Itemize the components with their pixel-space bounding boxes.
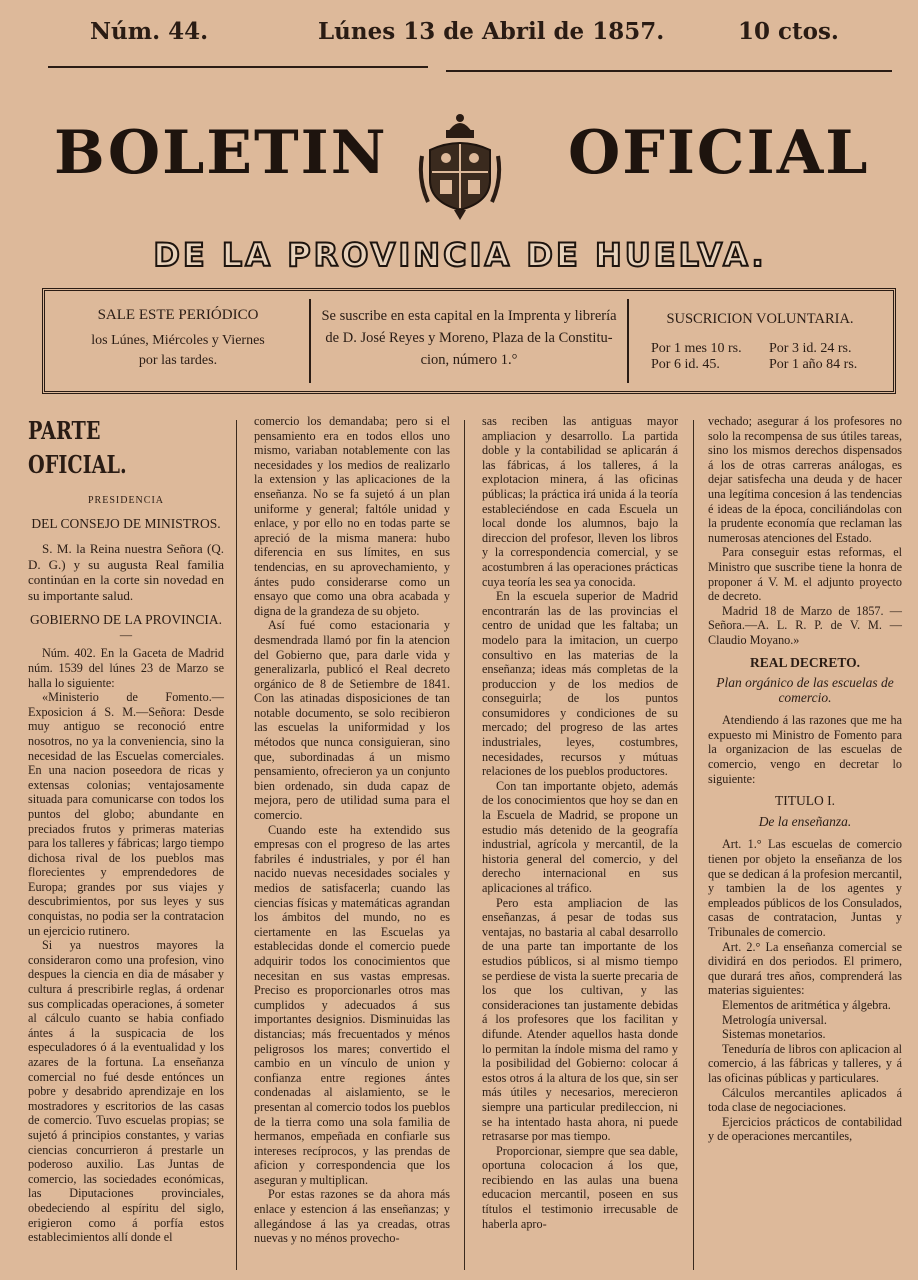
plan-heading: Plan orgánico de las escuelas de comercio. <box>716 675 894 705</box>
separator: — <box>119 627 133 642</box>
presidencia-heading: PRESIDENCIA <box>87 495 164 506</box>
paragraph: Cuando este ha extendido sus empresas con el progreso de las artes fabriles é industriales, y por él han nacido nuevas necesidades sociales y medios de satisfacerla; cuando las ciencias físicas y matemáticas agrandan los ámbitos del mundo, no es ciertamente en las Escuelas ya establecidas donde el comercio puede adquirir todos los conocimientos que necesitan en sus vastas empresas. Preciso es proporcionarles otros mas cumplidos y adecuados á sus importantes designios. Disminuidas las distancias; más frecuentados y ménos peligrosos los mares; convertido el cambio en un vínculo de union y confianza entre regiones ántes condenadas al aislamiento, se le presentan al comercio todos los pueblos de la tierra como una sola familia de hermanos, empeñada en confiarle sus intereses recíprocos, y las prendas de aficion y correspondencia que los aseguran y multiplican. <box>254 822 450 1187</box>
column-rule <box>464 420 465 1270</box>
column-3 <box>482 414 678 1231</box>
publication-days: SALE ESTE PERIÓDICO los Lúnes, Miércoles y Viernes por las tardes. <box>91 307 265 368</box>
masthead-title-right: OFICIAL <box>568 118 870 188</box>
column-rule <box>693 420 694 1270</box>
consejo-heading: DEL CONSEJO DE MINISTROS. <box>31 515 221 531</box>
titulo-heading: TITULO I. <box>775 793 835 809</box>
paragraph: vechado; asegurar á los profesores no solo la recompensa de sus útiles tareas, sino los mismos derechos dispensados á los de otras carreras análogas, es dejar satisfecha una deuda y de hacer una legítima concesion á las tendencias é ideas de la época, conciliándolas con la prudente economía que reclaman las numerosas atenciones del Estado. <box>708 414 902 545</box>
gobierno-heading: GOBIERNO DE LA PROVINCIA. <box>30 612 222 628</box>
paragraph: comercio los demandaba; pero si el pensamiento era en todos ellos uno mismo, variaban notablemente con las necesidades y los medios de realizarlo la extension y las aplicaciones de la enseñanza. No se fa sujetó á un plan uniforme y general; faltóle unidad y enlace, y por ello no en todas parte se apreció de la misma manera: hubo diferencia en sus límites, en sus tendencias, en su aprovechamiento, y ántes pudo considerarse como un ensayo que como una obra acabada y digna de la grandeza de su objeto. <box>254 414 450 618</box>
list-item: Metrología universal. <box>722 1012 827 1027</box>
paragraph: S. M. la Reina nuestra Señora (Q. D. G.) y su augusta Real familia continúan en la corte sin novedad en su importante salud. <box>28 541 224 603</box>
article: Art. 1.° Las escuelas de comercio tienen por objeto la enseñanza de los que se dedican á la profesion mercantil, y tambien la de los agentes y empleados públicos de los Consulados, casas de contratacion, Juntas y Tribunales de comercio. <box>708 837 902 939</box>
section-title: PARTE OFICIAL. <box>28 416 127 479</box>
issue-price: 10 ctos. <box>738 18 839 45</box>
paragraph: Con tan importante objeto, además de los conocimientos que hoy se dan en la Escuela de Madrid, se propone un estudio más detenido de la geografía industrial, agrícola y mercantil, de la historia general del comercio, y del derecho internacional en sus aplicaciones al tráfico. <box>482 778 678 895</box>
signature: Madrid 18 de Marzo de 1857. —Señora.—A. L. R. P. de V. M. —Claudio Moyano.» <box>708 603 902 647</box>
paragraph: Para conseguir estas reformas, el Ministro que suscribe tiene la honra de proponer á V. M. el adjunto proyecto de decreto. <box>708 545 902 604</box>
header-rule-right <box>446 70 892 72</box>
paragraph: «Ministerio de Fomento.—Exposicion á S. M.—Señora: Desde muy antiguo se reconoció entre nosotros, no ya la conveniencia, sino la necesidad de las Escuelas comerciales. En una nacion poseedora de ricas y extensas colonias; ventajosamente situada para comunicarse con todos los puntos del globo; abundante en preciados frutos y primeras materias para los talleres y fábricas; largo tiempo dichosa rival de los pueblos mas florecientes y emprendedores de Europa; grandes por sus viajes y descubrimientos, por sus leyes y sus conquistas, no podia ser la contratacion un ejercicio rutinero. <box>28 690 224 938</box>
column-2 <box>254 414 450 1246</box>
paragraph: Pero esta ampliacion de las enseñanzas, á pesar de todas sus ventajas, no bastaria al cabal desarrollo de una parte tan importante de los estudios públicos, si al mismo tiempo se perdiese de vista la suerte precaria de los que los cultivan, y las consideraciones tan justamente debidas á los profesores que los facilitan y difunde. Atender aquellos hasta donde lo permitan la índole misma del ramo y la posibilidad del Gobierno: colocar á estos otros á la altura de los que, sin ser más útiles y necesarios, merecieron siempre una particular predileccion, ni se ha intentado hasta ahora, ni puede retrasarse por mas tiempo. <box>482 895 678 1144</box>
column-1 <box>28 414 224 1245</box>
royal-crest-icon <box>418 110 502 220</box>
real-decreto-heading: REAL DECRETO. <box>749 654 861 670</box>
list-item: Sistemas monetarios. <box>722 1027 826 1042</box>
masthead-subtitle: DE LA PROVINCIA DE HUELVA. <box>153 236 767 274</box>
list-item: Teneduría de libros con aplicacion al comercio, á las fábricas y talleres, y á las oficinas públicas y particulares. <box>708 1041 902 1085</box>
paragraph: Por estas razones se da ahora más enlace y estencion á las enseñanzas; y allegándose á las ya creadas, otras nuevas y no ménos provecho- <box>254 1187 450 1246</box>
column-4 <box>708 414 902 1144</box>
paragraph: Proporcionar, siempre que sea dable, oportuna colocacion á los que, recibiendo en las aulas una buena educacion mercantil, poseen en sus títulos el testimonio irrecusable de haberla apro- <box>482 1143 678 1231</box>
infobox-divider <box>627 299 629 383</box>
paragraph: Así fué como estacionaria y desmendrada llamó por fin la atencion del Gobierno que, para darle vida y generalizarla, publicó el Real decreto orgánico de 8 de Setiembre de 1841. Con las atinadas disposiciones de tan notable documento, se solo recibieron las escuelas la uniformidad y los métodos que nunca consiguieran, sino que, subordinadas á un mismo pensamiento, ofrecieron ya un conjunto bien ordenado, sin duda capaz de mejora, pero de utilidad suma para el comercio. <box>254 618 450 823</box>
list-item: Ejercicios prácticos de contabilidad y de operaciones mercantiles, <box>708 1114 902 1144</box>
issue-date: Lúnes 13 de Abril de 1857. <box>318 18 665 45</box>
subheading: De la enseñanza. <box>758 813 852 829</box>
paragraph: sas reciben las antiguas mayor ampliacion y desarrollo. La partida doble y la contabilidad se aplicarán á las fábricas, á los talleres, á la explotacion minera, á las oficinas públicas; la práctica irá unida á la teoría estableciéndose en cada Escuela un local donde los alumnos, bajo la direccion del profesor, lleven los libros y la correspondencia comercial, y se acostumbren á las operaciones prácticas cuya teoría les sea ya conocida. <box>482 414 678 589</box>
list-item: Elementos de aritmética y álgebra. <box>722 997 891 1012</box>
paragraph: Atendiendo á las razones que me ha expuesto mi Ministro de Fomento para la organizacion de las escuelas de comercio, vengo en decretar lo siguiente: <box>708 713 902 786</box>
paragraph: Si ya nuestros mayores la consideraron como una profesion, vino despues la ciencia en dia de másaber y cultura á prescribirle reglas, á ordenar sus complicadas operaciones, á someter al cálculo cuanto se habia confiado ántes á la suspicacia de los especuladores ó á la eventualidad y los azares de la fortuna. La enseñanza comercial no fué desde entónces un pobre y desabrido aprendizaje en los mostradores y escritorios de las casas de comercio. Tuvo escuelas propias; se sujetó á principios constantes, y varias ciencias concurrieron á prestarle un poderoso auxilio. Las Juntas de comercio, las sociedades económicas, las Diputaciones provinciales, obedeciendo al espíritu del siglo, erigieron como á porfía estos establecimientos allí donde el <box>28 938 224 1245</box>
column-rule <box>236 420 237 1270</box>
list-item: Cálculos mercantiles aplicados á toda clase de negociaciones. <box>708 1085 902 1115</box>
subscription-rates: SUSCRICION VOLUNTARIA. Por 1 mes 10 rs. Por 3 id. 24 rs. Por 6 id. 45. Por 1 año 84 rs. <box>651 311 858 372</box>
issue-number: Núm. 44. <box>90 18 209 45</box>
issue-header <box>0 14 918 54</box>
article: Art. 2.° La enseñanza comercial se dividirá en dos periodos. El primero, que durará tres años, comprenderá las materias siguientes: <box>708 939 902 998</box>
infobox-divider <box>309 299 311 383</box>
subscription-location: Se suscribe en esta capital en la Imprenta y librería de D. José Reyes y Moreno, Plaza de la Constitu- cion, número 1.° <box>321 308 617 368</box>
subscription-box <box>42 288 896 394</box>
masthead-title-left: BOLETIN <box>54 118 388 188</box>
paragraph: Núm. 402. En la Gaceta de Madrid núm. 1539 del lúnes 23 de Marzo se halla lo siguiente: <box>28 646 224 690</box>
paragraph: En la escuela superior de Madrid encontrarán las de las provincias el centro de unidad que les faltaba; un modelo para la imitacion, un cuerpo consultivo en las materias de la enseñanza; ideas más completas de la produccion y de los medios de conseguirla; de los puntos consumidores y condiciones de su mercado; del progreso de las artes industriales, leyes, costumbres, necesidades, recursos y mútuas relaciones de los pueblos productores. <box>482 589 678 779</box>
header-rule-left <box>48 66 428 68</box>
